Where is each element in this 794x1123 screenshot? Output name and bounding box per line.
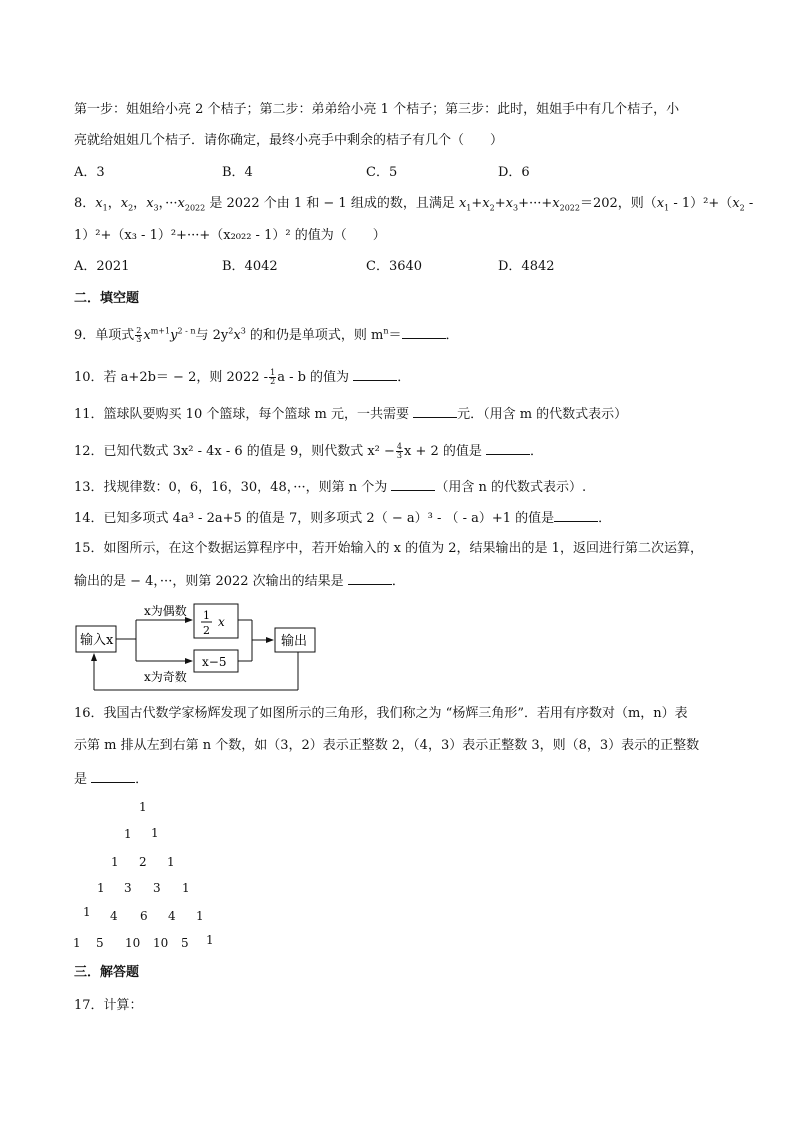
triangle-cell: 1 — [182, 881, 190, 895]
triangle-cell: 10 — [153, 936, 169, 950]
q9-fraction: $\frac{2}{3}$ — [136, 326, 142, 344]
triangle-cell: 3 — [153, 881, 161, 895]
svg-text:x: x — [218, 615, 225, 629]
flow-even-label: x为偶数 — [144, 604, 187, 618]
q15-line1: 15．如图所示，在这个数据运算程序中，若开始输入的 x 的值为 2，结果输出的是 1，返回进行第二次运算， — [74, 541, 703, 556]
q8-option-a: A．2021 — [74, 259, 130, 274]
q8-option-c: C．3640 — [366, 259, 423, 274]
q15-answer-blank — [348, 572, 392, 585]
triangle-cell: 1 — [196, 909, 204, 923]
triangle-cell: 3 — [124, 881, 132, 895]
q7-option-c: C．5 — [366, 165, 398, 180]
q12: 12．已知代数式 3x² - 4x - 6 的值是 9，则代数式 x² − $\frac{4}{3}$ x + 2 的值是 ． — [74, 442, 544, 460]
triangle-cell: 5 — [96, 936, 104, 950]
flow-half-box — [194, 604, 238, 638]
triangle-cell: 1 — [167, 855, 175, 869]
q7-option-b: B．4 — [222, 165, 253, 180]
q14: 14．已知多项式 4a³ - 2a+5 的值是 7，则多项式 2（ − a）³ - （ - a）+1 的值是 ． — [74, 511, 612, 526]
triangle-cell: 1 — [206, 933, 214, 947]
triangle-cell: 1 — [83, 905, 91, 919]
q10-fraction: $\frac{1}{2}$ — [270, 368, 276, 386]
q17: 17．计算： — [74, 998, 143, 1013]
q12-answer-blank — [486, 442, 530, 455]
section-fill-in-title: 二．填空题 — [74, 291, 140, 306]
q9-answer-blank — [402, 326, 446, 339]
q16-line2: 示第 m 排从左到右第 n 个数，如（3，2）表示正整数 2，（4，3）表示正整数 3，则（8，3）表示的正整数 — [74, 738, 700, 753]
triangle-cell: 4 — [110, 909, 118, 923]
flow-output-label: 输出 — [281, 634, 308, 649]
q11-answer-blank — [413, 405, 457, 418]
q8-option-d: D．4842 — [498, 259, 555, 274]
q10-answer-blank — [353, 368, 397, 381]
q7-line2: 亮就给姐姐几个桔子．请你确定，最终小亮手中剩余的桔子有几个（ ） — [74, 133, 504, 148]
q8-option-b: B．4042 — [222, 259, 278, 274]
triangle-cell: 1 — [97, 881, 105, 895]
triangle-cell: 6 — [140, 909, 148, 923]
flow-input-label: 输入x — [80, 633, 114, 648]
triangle-cell: 2 — [139, 855, 147, 869]
triangle-cell: 1 — [151, 826, 159, 840]
q15-line2: 输出的是 − 4，···，则第 2022 次输出的结果是 ． — [74, 574, 405, 589]
flowchart — [70, 598, 330, 694]
triangle-cell: 10 — [125, 936, 141, 950]
triangle-cell: 5 — [181, 936, 189, 950]
q7-line1: 第一步：姐姐给小亮 2 个桔子；第二步：弟弟给小亮 1 个桔子；第三步：此时，姐姐手中有几个桔子，小 — [74, 102, 680, 117]
svg-text:x−5: x−5 — [202, 655, 227, 669]
triangle-cell: 1 — [124, 827, 132, 841]
q7-option-d: D．6 — [498, 165, 530, 180]
q16-line3: 是 ． — [74, 772, 149, 787]
q16-line1: 16．我国古代数学家杨辉发现了如图所示的三角形，我们称之为 “杨辉三角形”．若用有序数对（m，n）表 — [74, 706, 688, 721]
q14-answer-blank — [554, 509, 598, 522]
triangle-cell: 1 — [139, 800, 147, 814]
q11: 11．篮球队要购买 10 个篮球，每个篮球 m 元，一共需要 元．（用含 m 的代数式表示） — [74, 407, 628, 422]
q8-line1: 8．$x_1$，$x_2$，$x_3$，$\cdot\cdot\cdot x_{2022}$ 是 2022 个由 1 和 − 1 组成的数，且满足 $x_1+x_2+x_3+\cdot\cdot\cdot+x_{2022}=202$，则$(x_1 - 1)^2+(x_2$ - — [74, 196, 754, 213]
triangle-cell: 1 — [111, 855, 119, 869]
q7-option-a: A．3 — [74, 165, 105, 180]
svg-text:2: 2 — [203, 624, 210, 637]
triangle-cell: 4 — [168, 909, 176, 923]
flow-odd-label: x为奇数 — [144, 670, 187, 684]
q9: 9．单项式 $\frac{2}{3}$ $x^{m+1}y^{2 - n}$与 $2y^2x^3$ 的和仍是单项式，则 $m^n=$ ． — [74, 326, 459, 344]
q8-line2: 1）²+（x₃ - 1）²+···+（x₂₀₂₂ - 1）² 的值为（ ） — [74, 228, 386, 243]
section-answer-title: 三．解答题 — [74, 965, 140, 980]
q16-answer-blank — [91, 770, 135, 783]
q10: 10．若 a+2b＝ − 2，则 2022 - $\frac{1}{2}$ a - b 的值为 ． — [74, 368, 411, 386]
q13-answer-blank — [391, 478, 435, 491]
q13: 13．找规律数：0，6，16，30，48，···，则第 n 个为 （用含 n 的代数式表示）. — [74, 480, 587, 495]
svg-text:1: 1 — [203, 609, 210, 622]
triangle-cell: 1 — [73, 936, 81, 950]
q12-fraction: $\frac{4}{3}$ — [396, 442, 403, 460]
